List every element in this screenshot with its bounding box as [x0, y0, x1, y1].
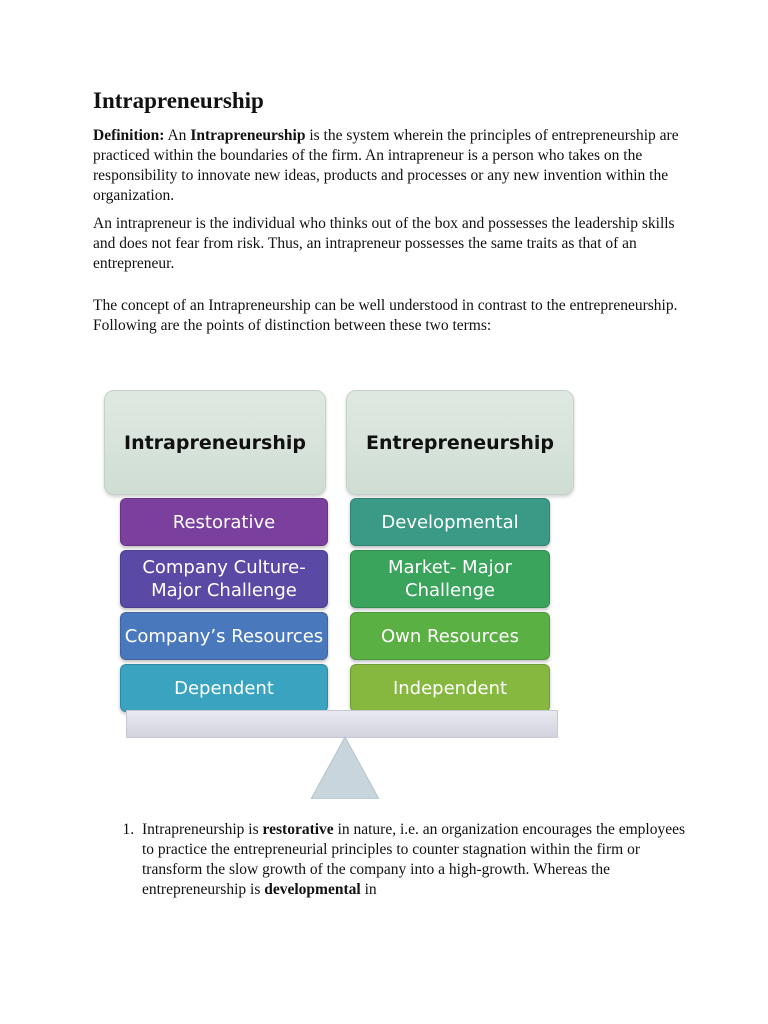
left-block: Dependent	[120, 664, 328, 712]
list-item-text-a: Intrapreneurship is	[142, 821, 263, 838]
left-block: Company’s Resources	[120, 612, 328, 660]
intrapreneur-paragraph: An intrapreneur is the individual who thinks out of the box and possesses the leadership skills and does not fear from risk. Thus, an intrapreneur possesses the same traits as that of an entrepreneur.	[93, 215, 675, 272]
right-block: Market- Major Challenge	[350, 550, 550, 608]
list-item-bold-b: developmental	[264, 881, 361, 898]
definition-label: Definition:	[93, 127, 165, 144]
definition-text-b: is the system wherein the principles of entrepreneurship are practiced within the boundaries of the firm. An intrapreneur is a person who takes on the responsibility to innovate new ideas, products and processes or any new invention within the organization.	[93, 127, 679, 204]
definition-term: Intrapreneurship	[190, 127, 306, 144]
intrapreneurship-header: Intrapreneurship	[104, 390, 326, 495]
fulcrum-triangle	[311, 737, 379, 799]
list-item-text-b: in nature, i.e. an organization encourages the employees to practice the entrepreneurial principles to counter stagnation within the firm or transform the slow growth of the company into a high-growth. Whereas the entrepreneurship is	[142, 821, 686, 898]
list-item-text-c: in	[360, 881, 377, 898]
intrapreneurship-stack	[120, 498, 328, 716]
distinction-list	[110, 820, 698, 900]
right-block: Own Resources	[350, 612, 550, 660]
left-block: Company Culture- Major Challenge	[120, 550, 328, 608]
document-body	[93, 86, 683, 344]
entrepreneurship-header: Entrepreneurship	[346, 390, 574, 495]
list-item	[138, 820, 698, 900]
definition-text-a: An	[164, 127, 191, 144]
concept-paragraph: The concept of an Intrapreneurship can be well understood in contrast to the entrepreneurship. Following are the points of distinction between these two terms:	[93, 297, 678, 334]
left-block: Restorative	[120, 498, 328, 546]
entrepreneurship-stack	[350, 498, 550, 716]
right-block: Independent	[350, 664, 550, 712]
right-block: Developmental	[350, 498, 550, 546]
list-item-bold-a: restorative	[262, 821, 334, 838]
comparison-diagram	[104, 390, 564, 810]
definition-paragraph	[93, 126, 683, 206]
balance-beam	[126, 710, 558, 738]
page-title: Intrapreneurship	[93, 88, 264, 113]
